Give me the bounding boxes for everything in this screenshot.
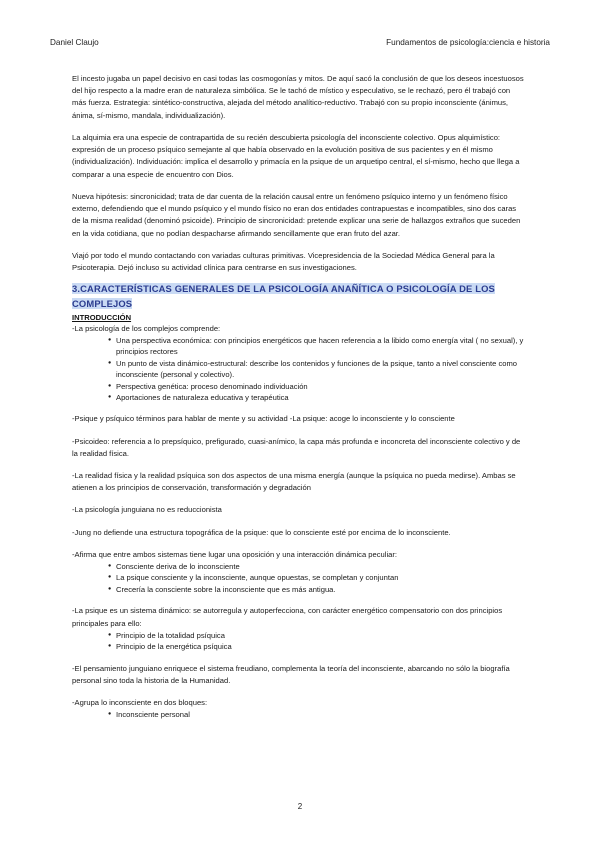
paragraph-viajes: Viajó por todo el mundo contactando con variadas culturas primitivas. Vicepresidencia de la Sociedad Médica General para la Psicoterapia. Dejó incluso su actividad clínica para centrarse en sus investigaciones. xyxy=(72,251,495,273)
point-afirma-lead: -Afirma que entre ambos sistemas tiene lugar una oposición y una interacción dinámica peculiar: xyxy=(72,549,398,559)
section-heading: 3.CARACTERÍSTICAS GENERALES DE LA PSICOLOGÍA ANAÑÍTICA O PSICOLOGÍA DE LOS COMPLEJOS xyxy=(72,283,495,309)
point-agrupa-lead: -Agrupa lo inconsciente en dos bloques: xyxy=(72,697,208,707)
list-item: ● Principio de la totalidad psíquica xyxy=(72,630,524,641)
list-item: ● Principio de la energética psíquica xyxy=(72,641,524,652)
list-item: ● Un punto de vista dinámico-estructural: describe los contenidos y funciones de la psique, tanto a nivel consciente como inconsciente (personal y colectivo). xyxy=(72,358,524,381)
page-number: 2 xyxy=(297,802,303,811)
list-item: ● Aportaciones de naturaleza educativa y terapéutica xyxy=(72,392,524,403)
list-item: ● Una perspectiva económica: con principios energéticos que hacen referencia a la libido como energía vital ( no sexual), y principios rectores xyxy=(72,335,524,358)
intro-lead: -La psicología de los complejos comprende: xyxy=(72,323,221,333)
list-item: ● Crecería la consciente sobre la inconsciente que es más antigua. xyxy=(72,584,524,595)
point-freudiano: -El pensamiento junguiano enriquece el sistema freudiano, complementa la teoría del inconsciente, abarcando no sólo la biografía personal sino toda la historia de la Humanidad. xyxy=(72,663,510,685)
document-body xyxy=(72,73,524,721)
page-header xyxy=(50,38,550,50)
paragraph-incesto: El incesto jugaba un papel decisivo en casi todas las cosmogonías y mitos. De aquí sacó la conclusión de que los deseos incestuosos del hijo respecto a la madre eran de naturaleza simbólica. Se le tachó de místico y especulativo, se le rechazó, pero él trabajó con más fuerza. Estrategia: sintético-constructiva, alejada del método analítico-reductivo. Trabajó con su propio inconsciente (ánimus, ánima, sí-mismo, mandala, individualización). xyxy=(72,74,524,120)
paragraph-alquimia: La alquimia era una especie de contrapartida de su recién descubierta psicología del inconsciente colectivo. Opus alquimístico: expresión de un proceso psíquico semejante al que había observado en la evolución positiva de sus pacientes y en él mismo (individualización). Individuación: implica el desarrollo y primacía en la psique de un arquetipo central, el sí-mismo, hecho que llega a comparar a una especie de encuentro con Dios. xyxy=(72,133,520,179)
list-item: ● Perspectiva genética: proceso denominado individuación xyxy=(72,381,524,392)
list-item: ● Consciente deriva de lo inconsciente xyxy=(72,561,524,572)
section-heading-wrapper xyxy=(72,282,524,310)
afirma-bullet-list xyxy=(72,561,524,595)
point-dinamico-lead: -La psique es un sistema dinámico: se autorregula y autoperfecciona, con carácter energético compensatorio con dos principios principales para ello: xyxy=(72,606,503,628)
intro-bullet-list xyxy=(72,335,524,403)
list-item: ● La psique consciente y la inconsciente, aunque opuestas, se completan y conjuntan xyxy=(72,572,524,583)
header-course-title: Fundamentos de psicología:ciencia e historia xyxy=(386,38,550,47)
point-reduccionista: -La psicología junguiana no es reduccionista xyxy=(72,505,222,515)
point-psique: -Psique y psíquico términos para hablar de mente y su actividad -La psique: acoge lo inconsciente y lo consciente xyxy=(72,414,455,424)
paragraph-sincronicidad: Nueva hipótesis: sincronicidad; trata de dar cuenta de la relación causal entre un fenómeno psíquico interno y un fenómeno físico externo, defendiendo que el mundo psíquico y el mundo físico no eran dos entidades contrapuestas e incompatibles, sino dos caras de la misma realidad (denominó psicoide). Principio de sincronicidad: pretende explicar una serie de hallazgos extraños que suceden en la vida cotidiana, que no podían despacharse afirmando sencillamente que eran fruto del azar. xyxy=(72,192,521,238)
agrupa-bullet-list xyxy=(72,709,524,720)
section-subheading: INTRODUCCIÓN xyxy=(72,312,132,322)
header-author: Daniel Claujo xyxy=(50,38,99,47)
point-psicoideo: -Psicoideo: referencia a lo prepsíquico, prefigurado, cuasi-anímico, la capa más profunda e inconcreta del inconsciente colectivo y de la realidad física. xyxy=(72,436,521,458)
list-item: ● Inconsciente personal xyxy=(72,709,524,720)
dinamico-bullet-list xyxy=(72,630,524,653)
point-topografica: -Jung no defiende una estructura topográfica de la psique: que lo consciente esté por encima de lo inconsciente. xyxy=(72,527,451,537)
point-realidad: -La realidad física y la realidad psíquica son dos aspectos de una misma energía (aunque la psíquica no pueda medirse). Ambas se atienen a los principios de conservación, transformación y degradación xyxy=(72,471,516,493)
